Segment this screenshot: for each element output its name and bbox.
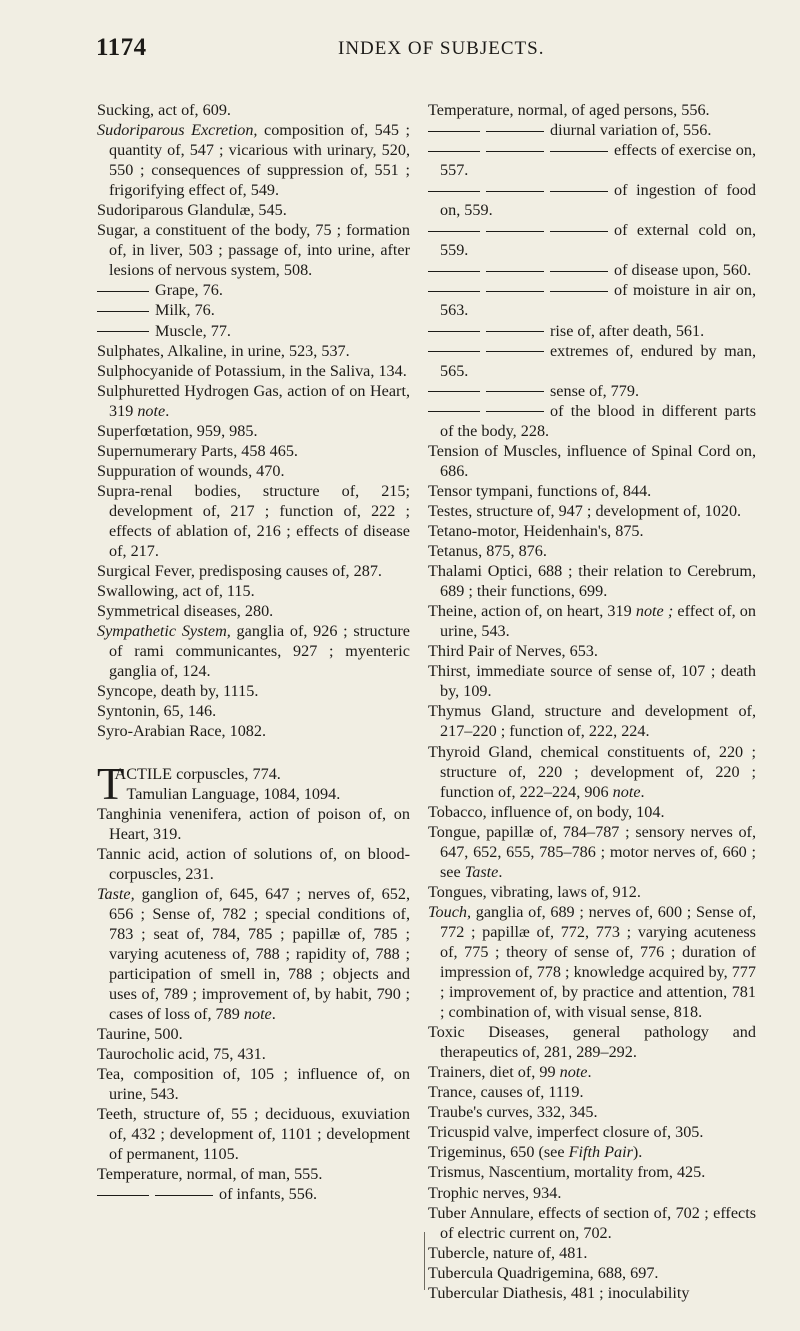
entry-text: Sulphates, Alkaline, in urine, 523, 537. (97, 341, 350, 360)
index-entry (428, 1263, 756, 1283)
index-entry (97, 681, 410, 701)
ditto-dash (428, 191, 480, 192)
ditto-dash (486, 411, 544, 412)
index-entry (97, 561, 410, 581)
page-header (0, 34, 800, 74)
entry-text: Symmetrical diseases, 280. (97, 602, 274, 621)
index-entry (97, 701, 410, 721)
index-entry (428, 1102, 756, 1122)
ditto-dash (486, 271, 544, 272)
index-entry (97, 601, 410, 621)
entry-text: Milk, 76. (155, 301, 215, 320)
entry-text: Tetano-motor, Heidenhain's, 875. (428, 521, 644, 540)
index-entry (428, 341, 756, 381)
entry-text: Supra-renal bodies, structure of, 215; development of, 217 ; function of, 222 ; effects of ablation of, 216 ; effects of disease of, 217. (97, 481, 410, 561)
index-entry (428, 220, 756, 260)
index-entry (428, 381, 756, 401)
entry-text: Tubercula Quadrigemina, 688, 697. (428, 1263, 659, 1282)
index-entry-tactile: ACTILE corpuscles, 774. (114, 764, 281, 783)
entry-text: Taurocholic acid, 75, 431. (97, 1045, 266, 1064)
entry-note: note (559, 1063, 588, 1082)
entry-text: Superfœtation, 959, 985. (97, 421, 258, 440)
index-entry (97, 220, 410, 280)
entry-text: Syro-Arabian Race, 1082. (97, 722, 267, 741)
entry-text: Trainers, diet of, 99 (428, 1063, 560, 1082)
entry-text: Trismus, Nascentium, mortality from, 425. (428, 1163, 706, 1182)
entry-note: note (612, 782, 641, 801)
index-entry (428, 1062, 756, 1082)
entry-text: . (165, 401, 170, 420)
entry-text: of ingestion of food on, 559. (440, 181, 756, 220)
entry-text: Teeth, structure of, 55 ; deciduous, exuviation of, 432 ; development of, 1101 ; development of permanent, 1105. (97, 1105, 410, 1164)
entry-text: . (640, 782, 645, 801)
running-title: INDEX OF SUBJECTS. (338, 38, 545, 59)
entry-text: Sulphocyanide of Potassium, in the Saliva, 134. (97, 361, 407, 380)
index-entry (97, 1024, 410, 1044)
entry-text: sense of, 779. (550, 381, 640, 400)
index-entry (428, 140, 756, 180)
entry-text: Trigeminus, 650 (see (428, 1143, 569, 1162)
ditto-dash (486, 351, 544, 352)
entry-text: Third Pair of Nerves, 653. (428, 642, 598, 661)
index-entry (97, 1184, 410, 1204)
index-entry (428, 1082, 756, 1102)
index-entry (97, 200, 410, 220)
entry-text: Toxic Diseases, general pathology and therapeutics of, 281, 289–292. (428, 1023, 756, 1062)
drop-cap: T (97, 758, 125, 809)
ditto-dash (486, 331, 544, 332)
index-entry (97, 804, 410, 844)
index-entry (428, 701, 756, 741)
index-entry (428, 1183, 756, 1203)
entry-text: Sucking, act of, 609. (97, 101, 231, 119)
index-entry (97, 621, 410, 681)
ditto-dash (428, 291, 480, 292)
index-entry (428, 802, 756, 822)
index-entry (428, 481, 756, 501)
index-entry (428, 1203, 756, 1243)
entry-text: Thirst, immediate source of sense of, 107 ; death by, 109. (428, 662, 756, 701)
ditto-dash (486, 151, 544, 152)
entry-text: ganglia of, 926 ; structure of rami communicantes, 927 ; myenteric ganglia of, 124. (109, 622, 410, 681)
index-entry (97, 1164, 410, 1184)
index-entry (97, 321, 410, 341)
entry-text: diurnal variation of, 556. (550, 121, 712, 140)
entry-text: of external cold on, 559. (440, 221, 756, 260)
ditto-dash (428, 131, 480, 132)
entry-text: Sudoriparous Glandulæ, 545. (97, 201, 287, 220)
entry-text: extremes of, endured by man, 565. (440, 341, 756, 380)
entry-note: Taste (464, 862, 499, 881)
entry-text: effects of exercise on, 557. (440, 141, 756, 180)
entry-text: Sugar, a constituent of the body, 75 ; formation of, in liver, 503 ; passage of, into urine, after lesions of nervous system, 508. (97, 221, 410, 280)
index-entry (428, 1022, 756, 1062)
ditto-dash (155, 1195, 213, 1196)
t-entries-continued (428, 100, 756, 1303)
ditto-dash (550, 151, 608, 152)
t-section-start (97, 758, 410, 809)
index-entry (97, 884, 410, 1024)
ditto-dash (97, 291, 149, 292)
ditto-dash (97, 331, 149, 332)
entry-text: Tubercular Diathesis, 481 ; inoculability (428, 1283, 690, 1302)
index-entry (97, 581, 410, 601)
ditto-dash (550, 191, 608, 192)
entry-text: ganglia of, 689 ; nerves of, 600 ; Sense of, 772 ; papillæ of, 772, 773 ; varying acuteness of, 775 ; theory of sense of, 776 ; duration of impression of, 778 ; knowledge acquired by, 777 ; improvement of, by practice and attention, 781 ; combination of, with visual sense, 818. (440, 902, 756, 1022)
entry-text: Trophic nerves, 934. (428, 1183, 562, 1202)
entry-note: note ; (635, 602, 674, 621)
index-entry (428, 1122, 756, 1142)
entry-text: Syncope, death by, 1115. (97, 682, 259, 701)
entry-text: Tensor tympani, functions of, 844. (428, 481, 652, 500)
entry-text: effect of, on urine, 543. (440, 602, 756, 641)
index-entry (428, 100, 756, 120)
entry-text: Tongues, vibrating, laws of, 912. (428, 882, 641, 901)
index-entry (97, 441, 410, 461)
index-entry (428, 1243, 756, 1263)
ditto-dash (486, 191, 544, 192)
index-entry (97, 1104, 410, 1164)
entry-text: Thymus Gland, structure and development of, 217–220 ; function of, 222, 224. (428, 702, 756, 741)
index-entry (97, 1044, 410, 1064)
entry-text: Tobacco, influence of, on body, 104. (428, 802, 665, 821)
entry-text: of moisture in air on, 563. (440, 281, 756, 320)
ditto-dash (486, 291, 544, 292)
entry-text: Tanghinia venenifera, action of poison of, on Heart, 319. (97, 804, 410, 843)
section-gap (97, 742, 410, 764)
index-entry (428, 1283, 756, 1303)
index-entry (428, 120, 756, 140)
index-entry (428, 521, 756, 541)
ditto-dash (428, 231, 480, 232)
index-entry (97, 280, 410, 300)
entry-text: Surgical Fever, predisposing causes of, 287. (97, 562, 382, 581)
entry-text: Tetanus, 875, 876. (428, 542, 547, 561)
index-entry (97, 481, 410, 561)
entry-text: of infants, 556. (219, 1185, 318, 1204)
entry-text: Sulphuretted Hydrogen Gas, action of on Heart, 319 (97, 381, 410, 420)
index-entry (428, 1142, 756, 1162)
index-entry (97, 1064, 410, 1104)
entry-text: Tea, composition of, 105 ; influence of, on urine, 543. (97, 1065, 410, 1104)
index-entry (428, 822, 756, 882)
ditto-dash (486, 391, 544, 392)
index-entry (97, 421, 410, 441)
entry-text: Tubercle, nature of, 481. (428, 1243, 588, 1262)
ditto-dash (428, 331, 480, 332)
entry-text: Tongue, papillæ of, 784–787 ; sensory nerves of, 647, 652, 655, 785–786 ; motor nerves of, 660 ; see (428, 822, 756, 881)
index-entry (428, 321, 756, 341)
index-entry (97, 300, 410, 320)
index-entry (428, 882, 756, 902)
index-entry-tamulian: Tamulian Language, 1084, 1094. (126, 784, 341, 803)
entry-text: composition of, 545 ; quantity of, 547 ; vicarious with urinary, 520, 550 ; consequences of suppression of, 551 ; frigorifying effect of, 549. (109, 121, 410, 200)
t-entries (97, 804, 410, 1205)
index-entry (97, 721, 410, 741)
entry-text: rise of, after death, 561. (550, 321, 705, 340)
index-entry (97, 461, 410, 481)
entry-heading: Touch, (428, 902, 472, 921)
ditto-dash (428, 391, 480, 392)
entry-text: of disease upon, 560. (614, 261, 752, 280)
page-number: 1174 (96, 34, 147, 61)
index-entry (97, 381, 410, 421)
index-entry (97, 844, 410, 884)
index-entry (428, 401, 756, 441)
index-entry (97, 100, 410, 120)
index-entry (428, 280, 756, 320)
entry-heading: Sympathetic System, (97, 622, 231, 641)
index-entry (428, 441, 756, 481)
left-column (97, 100, 410, 1205)
ditto-dash (486, 231, 544, 232)
index-entry (428, 260, 756, 280)
entry-note: note (243, 1005, 272, 1024)
entry-text: Thyroid Gland, chemical constituents of, 220 ; structure of, 220 ; development of, 220 ; function of, 222–224, 906 (428, 742, 756, 801)
entry-note: note (137, 401, 166, 420)
entry-text: Testes, structure of, 947 ; development of, 1020. (428, 501, 742, 520)
entry-text: Swallowing, act of, 115. (97, 582, 255, 601)
ditto-dash (428, 271, 480, 272)
entry-heading: Taste, (97, 884, 135, 903)
entry-text: Theine, action of, on heart, 319 (428, 602, 636, 621)
entry-text: Grape, 76. (155, 281, 223, 300)
column-divider (424, 1232, 425, 1290)
entry-text: . (587, 1063, 592, 1082)
ditto-dash (550, 231, 608, 232)
entry-text: Temperature, normal, of man, 555. (97, 1165, 323, 1184)
entry-text: . (498, 862, 503, 881)
entry-text: Thalami Optici, 688 ; their relation to Cerebrum, 689 ; their functions, 699. (428, 562, 756, 601)
index-entry (97, 341, 410, 361)
entry-text: Tension of Muscles, influence of Spinal Cord on, 686. (428, 441, 756, 480)
entry-text: Trance, causes of, 1119. (428, 1083, 584, 1102)
s-entries (97, 100, 410, 742)
entry-text: ganglion of, 645, 647 ; nerves of, 652, 656 ; Sense of, 782 ; special conditions of, 783 ; seat of, 784, 785 ; papillæ of, 785 ; varying acuteness of, 788 ; rapidity of, 788 ; participation of smell in, 788 ; objects and uses of, 789 ; improvement of, by habit, 790 ; cases of loss of, 789 (109, 884, 410, 1024)
index-entry (428, 641, 756, 661)
ditto-dash (428, 151, 480, 152)
entry-text: Muscle, 77. (155, 321, 231, 340)
entry-text: Taurine, 500. (97, 1025, 183, 1044)
entry-text: Suppuration of wounds, 470. (97, 461, 285, 480)
entry-note: Fifth Pair (568, 1143, 633, 1162)
entry-text: Supernumerary Parts, 458 465. (97, 441, 298, 460)
index-entry (97, 361, 410, 381)
entry-text: . (271, 1005, 276, 1024)
ditto-dash (428, 411, 480, 412)
ditto-dash (550, 271, 608, 272)
entry-text: Traube's curves, 332, 345. (428, 1103, 598, 1122)
index-entry (428, 561, 756, 601)
right-column (428, 100, 756, 1303)
entry-text: ). (632, 1143, 643, 1162)
entry-text: Temperature, normal, of aged persons, 556. (428, 101, 710, 119)
entry-text: Tricuspid valve, imperfect closure of, 305. (428, 1123, 704, 1142)
entry-text: of the blood in different parts of the body, 228. (440, 401, 756, 440)
index-entry (428, 180, 756, 220)
index-entry (428, 742, 756, 802)
index-entry (428, 541, 756, 561)
entry-text: Tuber Annulare, effects of section of, 702 ; effects of electric current on, 702. (428, 1203, 756, 1242)
ditto-dash (97, 1195, 149, 1196)
index-entry (428, 1162, 756, 1182)
index-entry (428, 661, 756, 701)
ditto-dash (97, 311, 149, 312)
ditto-dash (486, 131, 544, 132)
entry-text: Tannic acid, action of solutions of, on blood-corpuscles, 231. (97, 844, 410, 883)
entry-heading: Sudoriparous Excretion, (97, 121, 258, 140)
index-entry (97, 120, 410, 200)
index-entry (428, 902, 756, 1022)
ditto-dash (550, 291, 608, 292)
index-entry (428, 501, 756, 521)
entry-text: Syntonin, 65, 146. (97, 702, 217, 721)
index-entry (428, 601, 756, 641)
ditto-dash (428, 351, 480, 352)
